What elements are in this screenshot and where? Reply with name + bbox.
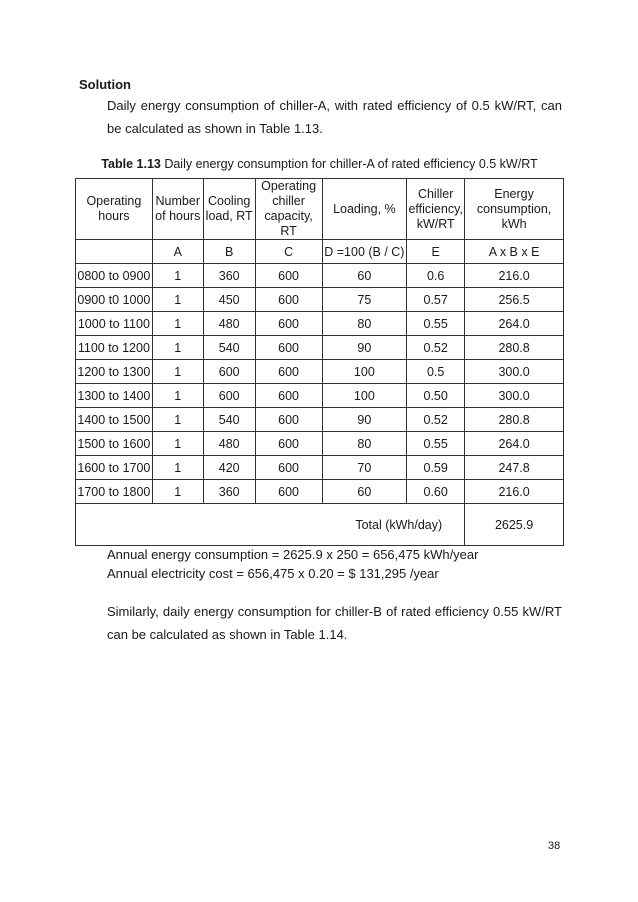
table-cell: 0.55 <box>407 432 465 456</box>
page-number: 38 <box>548 840 561 852</box>
table-cell: 0.52 <box>407 336 465 360</box>
table-cell: 600 <box>255 312 322 336</box>
table-cell: 1 <box>152 264 203 288</box>
caption-text: Daily energy consumption for chiller-A of rated efficiency 0.5 kW/RT <box>160 157 538 171</box>
table-cell: 600 <box>255 456 322 480</box>
table-row <box>76 312 564 336</box>
table-cell: 1 <box>152 456 203 480</box>
table-cell: 600 <box>255 480 322 504</box>
table-cell: 480 <box>203 432 255 456</box>
table-cell: 1300 to 1400 <box>76 384 153 408</box>
table-cell: 600 <box>255 288 322 312</box>
table-cell: 0.55 <box>407 312 465 336</box>
table-row <box>76 480 564 504</box>
table-cell: 480 <box>203 312 255 336</box>
table-cell: 600 <box>255 336 322 360</box>
section-heading: Solution <box>79 77 131 92</box>
table-cell: 0900 t0 1000 <box>76 288 153 312</box>
table-cell: 600 <box>255 408 322 432</box>
table-cell: 90 <box>322 336 407 360</box>
table-row <box>76 360 564 384</box>
header-cooling-load: Cooling load, RT <box>203 179 255 240</box>
annual-energy-line: Annual energy consumption = 2625.9 x 250 = 656,475 kWh/year <box>107 547 479 562</box>
table-cell: 1200 to 1300 <box>76 360 153 384</box>
table-cell: 1 <box>152 432 203 456</box>
table-cell: 1100 to 1200 <box>76 336 153 360</box>
annual-cost-line: Annual electricity cost = 656,475 x 0.20 = $ 131,295 /year <box>107 566 439 581</box>
symbol-cell: B <box>203 240 255 264</box>
table-cell: 0.52 <box>407 408 465 432</box>
symbol-cell: E <box>407 240 465 264</box>
table-cell: 540 <box>203 408 255 432</box>
table-cell: 247.8 <box>465 456 564 480</box>
table-cell: 600 <box>255 432 322 456</box>
table-cell: 0.50 <box>407 384 465 408</box>
table-cell: 264.0 <box>465 312 564 336</box>
table-cell: 75 <box>322 288 407 312</box>
table-cell: 1 <box>152 384 203 408</box>
table-cell: 0.5 <box>407 360 465 384</box>
intro-paragraph: Daily energy consumption of chiller-A, with rated efficiency of 0.5 kW/RT, can be calculated as shown in Table 1.13. <box>107 98 562 136</box>
table-cell: 70 <box>322 456 407 480</box>
table-cell: 360 <box>203 264 255 288</box>
table-row <box>76 456 564 480</box>
header-chiller-capacity: Operating chiller capacity, RT <box>255 179 322 240</box>
table-row <box>76 384 564 408</box>
header-loading: Loading, % <box>322 179 407 240</box>
total-value: 2625.9 <box>465 504 564 546</box>
symbol-cell: A <box>152 240 203 264</box>
table-cell: 1 <box>152 480 203 504</box>
energy-table <box>75 178 564 546</box>
table-cell: 216.0 <box>465 264 564 288</box>
total-label: Total (kWh/day) <box>76 504 465 546</box>
closing-paragraph: Similarly, daily energy consumption for chiller-B of rated efficiency 0.55 kW/RT can be calculated as shown in Table 1.14. <box>107 604 562 642</box>
table-cell: 1400 to 1500 <box>76 408 153 432</box>
table-cell: 280.8 <box>465 408 564 432</box>
table-cell: 264.0 <box>465 432 564 456</box>
table-cell: 600 <box>255 360 322 384</box>
table-cell: 280.8 <box>465 336 564 360</box>
table-row <box>76 288 564 312</box>
table-row <box>76 264 564 288</box>
table-cell: 90 <box>322 408 407 432</box>
table-cell: 80 <box>322 432 407 456</box>
table-cell: 216.0 <box>465 480 564 504</box>
table-cell: 450 <box>203 288 255 312</box>
total-row <box>76 504 564 546</box>
table-cell: 300.0 <box>465 360 564 384</box>
table-cell: 600 <box>255 264 322 288</box>
header-operating-hours: Operating hours <box>76 179 153 240</box>
header-chiller-efficiency: Chiller efficiency, kW/RT <box>407 179 465 240</box>
symbol-cell: D =100 (B / C) <box>322 240 407 264</box>
table-cell: 1500 to 1600 <box>76 432 153 456</box>
symbol-cell: C <box>255 240 322 264</box>
table-cell: 1 <box>152 312 203 336</box>
table-cell: 0800 to 0900 <box>76 264 153 288</box>
table-cell: 100 <box>322 360 407 384</box>
table-row <box>76 408 564 432</box>
table-cell: 300.0 <box>465 384 564 408</box>
table-cell: 360 <box>203 480 255 504</box>
table-cell: 1 <box>152 360 203 384</box>
caption-label: Table 1.13 <box>101 157 161 171</box>
symbols-row <box>76 240 564 264</box>
table-cell: 1 <box>152 408 203 432</box>
symbol-cell: A x B x E <box>465 240 564 264</box>
table-cell: 600 <box>203 360 255 384</box>
table-cell: 1000 to 1100 <box>76 312 153 336</box>
table-caption <box>75 157 564 171</box>
table-cell: 100 <box>322 384 407 408</box>
table-cell: 0.60 <box>407 480 465 504</box>
header-energy-consumption: Energy consumption, kWh <box>465 179 564 240</box>
table-header-row <box>76 179 564 240</box>
table-cell: 80 <box>322 312 407 336</box>
table-cell: 600 <box>255 384 322 408</box>
table-cell: 600 <box>203 384 255 408</box>
table-cell: 420 <box>203 456 255 480</box>
table-cell: 1 <box>152 336 203 360</box>
header-number-of-hours: Number of hours <box>152 179 203 240</box>
table-cell: 540 <box>203 336 255 360</box>
table-cell: 1600 to 1700 <box>76 456 153 480</box>
table-cell: 256.5 <box>465 288 564 312</box>
table-row <box>76 336 564 360</box>
table-cell: 1700 to 1800 <box>76 480 153 504</box>
symbol-cell <box>76 240 153 264</box>
table-cell: 0.59 <box>407 456 465 480</box>
table-row <box>76 432 564 456</box>
table-cell: 60 <box>322 264 407 288</box>
table-cell: 0.57 <box>407 288 465 312</box>
table-cell: 60 <box>322 480 407 504</box>
table-cell: 1 <box>152 288 203 312</box>
table-cell: 0.6 <box>407 264 465 288</box>
